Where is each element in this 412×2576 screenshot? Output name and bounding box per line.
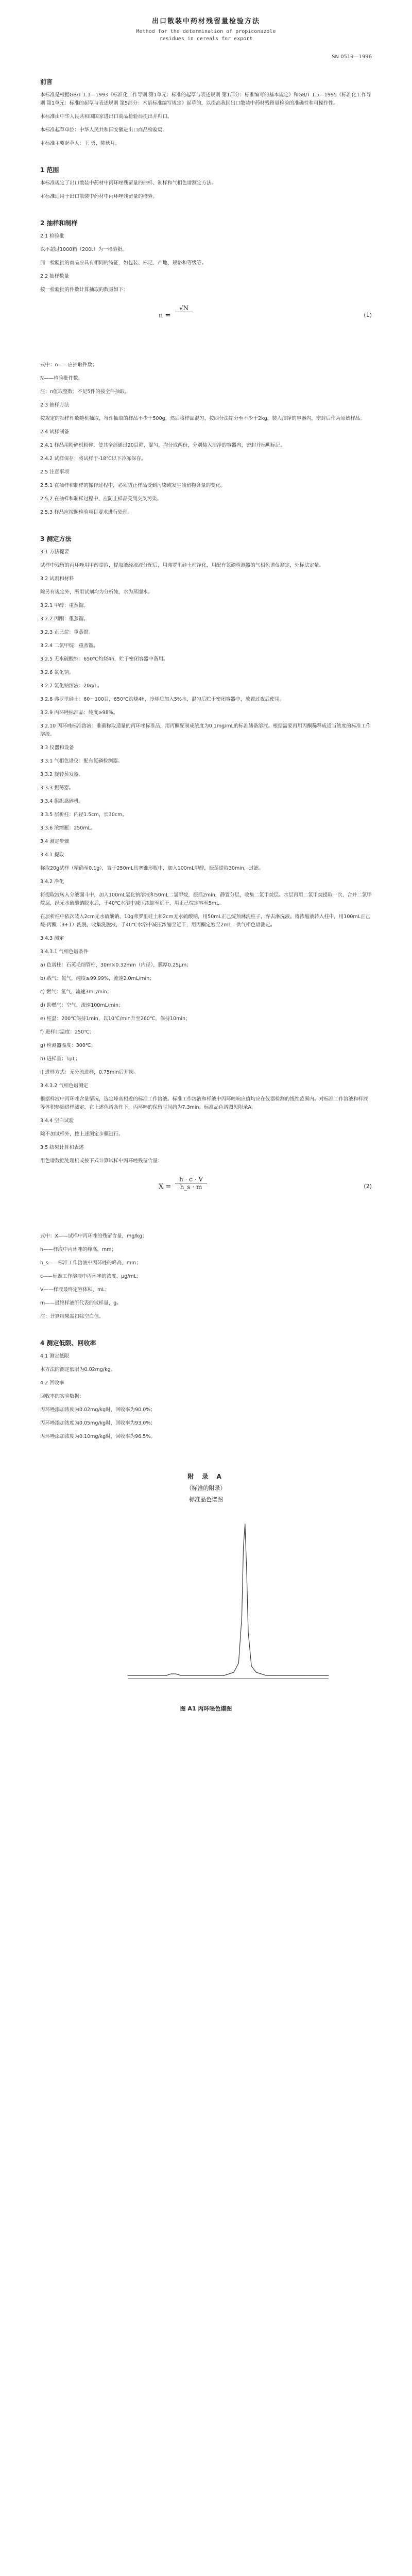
section-paragraph: V——样液最终定容体积，mL； [40,1287,110,1293]
section-paragraph: 3.4.1 提取 [40,852,64,858]
section-paragraph: d) 助燃气：空气，流速100mL/min； [40,1003,124,1008]
section-paragraph: c——标准工作溶液中丙环唑的浓度，μg/mL； [40,1274,142,1279]
section-paragraph: 3.2.6 氯化钠。 [40,670,74,675]
section-paragraph: 根据样液中丙环唑含量情况，选定峰高相近的标准工作溶液。标准工作溶液和样液中丙环唑响应值均应在仪器检测的线性范围内。对标准工作溶液和样液等体积参插进样测定，在上述色谱条件下，丙环唑的保留时间约为7.3min。标准品色谱图见附录A。 [40,1096,368,1110]
section-paragraph: 2.5.2 在抽样和制样过程中，应防止样品受到交叉污染。 [40,496,162,502]
section-paragraph: 3.3 仪器和设备 [40,745,74,751]
section-paragraph: 注：n值取整数；不足5件的按全件抽取。 [40,389,130,395]
section-paragraph: N——检验批件数。 [40,376,83,381]
formula-1 [40,304,372,346]
section-paragraph: 本标准适用于出口散装中药材中丙环唑残留量的检验。 [40,194,158,199]
section-paragraph: 本标准规定了出口散装中药材中丙环唑残留量的抽样、制样和气相色谱测定方法。 [40,180,217,186]
section-heading: 前言 [40,78,53,86]
section-heading: 3 测定方法 [40,535,72,543]
section-paragraph: 3.2.2 丙酮：重蒸馏。 [40,616,89,622]
english-title-line-1: Method for the determination of propiconazole [136,29,276,35]
section-paragraph: h_s——标准工作溶液中丙环唑的峰高，mm； [40,1260,141,1266]
section-paragraph: m——最终样液所代表的试样量，g。 [40,1300,122,1306]
section-paragraph: b) 载气：氮气，纯度≥99.99%，流速2.0mL/min； [40,976,154,981]
section-paragraph: h) 进样量：1μL； [40,1056,80,1062]
section-paragraph: 丙环唑添加浓度为0.05mg/kg时，回收率为93.0%； [40,1420,156,1426]
section-paragraph: 本标准由中华人民共和国国家进出口商品检验局提出并归口。 [40,114,173,120]
appendix-a [40,1472,372,1503]
chromatogram-trace [128,1524,329,1675]
section-paragraph: 3.4.3.1 气相色谱条件 [40,949,89,955]
section-paragraph: 3.3.5 层析柱：内径1.5cm，长30cm。 [40,812,127,818]
formula-2-number: (2) [364,1183,372,1190]
formula-2 [40,1176,372,1217]
section-paragraph: 3.2 试剂和材料 [40,576,74,582]
section-paragraph: 丙环唑添加浓度为0.10mg/kg时，回收率为96.5%。 [40,1434,156,1439]
section-paragraph: 丙环唑添加浓度为0.02mg/kg时，回收率为90.0%； [40,1407,156,1413]
section-paragraph: 2.3 抽样方法 [40,402,70,408]
appendix-label: 附 录 A [187,1473,225,1480]
section-paragraph: 3.3.6 浓缩瓶：250mL。 [40,825,96,831]
section-paragraph: 3.3.2 旋转蒸发器。 [40,772,84,777]
appendix-type: （标准的附录） [186,1485,226,1492]
formula-2-numerator: h · c · V [175,1176,207,1183]
standard-number: SN 0519—1996 [332,54,372,60]
section-paragraph: 回收率的实验数据： [40,1394,84,1399]
section-paragraph: 本标准主要起草人：王 勇、陈秋月。 [40,141,121,146]
section-paragraph: f) 进样口温度：250℃； [40,1029,95,1035]
sections-part-a [40,77,372,294]
section-paragraph: 3.3.4 组织捣碎机。 [40,799,84,804]
section-paragraph: 按规定的抽样件数随机抽取，每件抽取的样品不少于500g，然后将样品混匀，按四分法缩分至不少于2kg，装入洁净的容器内，密封后作为原始样品。 [40,416,365,421]
section-paragraph: 式中：n——应抽取件数； [40,362,97,368]
section-paragraph: 2.2 抽样数量 [40,274,70,279]
section-paragraph: i) 进样方式：无分流进样，0.75min后开阀。 [40,1070,139,1075]
section-heading: 4 测定低限、回收率 [40,1340,96,1347]
document-title: 出口散装中药材残留量检验方法 [151,18,260,25]
section-paragraph: 以不超过1000箱（200t）为一检验批。 [40,247,128,252]
formula-1-number: (1) [364,312,372,318]
section-paragraph: 2.5.3 样品应按照检验项目要求进行处理。 [40,510,133,515]
document-body [40,15,372,1713]
section-paragraph: 同一检验批的商品应具有相同的特征，如包装、标记、产地、规格和等级等。 [40,260,207,266]
formula-1-numerator: √N [175,304,193,312]
section-paragraph: 4.1 测定低限 [40,1353,70,1359]
section-heading: 1 范围 [40,166,59,174]
section-paragraph: 3.1 方法提要 [40,549,70,555]
formula-1-fraction [175,304,193,312]
section-paragraph: e) 柱温：200℃保持1min，以10℃/min升至260℃，保持10min； [40,1016,191,1022]
section-paragraph: 3.2.8 弗罗里硅土：60～100目，650℃灼烧4h，冷却后加入5%水，混匀后贮于密闭容器中，放置过夜后使用。 [40,697,285,702]
formula-2-denominator: h_s · m [180,1183,202,1191]
section-paragraph: 用色谱数据处理机或按下式计算试样中丙环唑残留含量： [40,1158,163,1164]
section-paragraph: 3.2.5 无水硫酸钠：650℃灼烧4h，贮于密闭容器中备用。 [40,656,168,662]
section-paragraph: 3.2.3 正己烷：重蒸馏。 [40,630,94,635]
formula-1-lhs: n = [159,312,171,319]
section-paragraph: 3.4.2 净化 [40,879,64,885]
section-paragraph: a) 色谱柱：石英毛细管柱，30m×0.32mm（内径），膜厚0.25μm； [40,962,192,968]
section-paragraph: 试样中残留的丙环唑用甲醇提取，提取液经液液分配后，用弗罗里硅土柱净化，用配有氮磷检测器的气相色谱仪测定，外标法定量。 [40,563,324,568]
section-paragraph: 本标准起草单位：中华人民共和国安徽进出口商品检验局。 [40,127,168,133]
section-paragraph: 在层析柱中依次装入2cm无水硫酸钠、10g弗罗里硅土和2cm无水硫酸钠，用50mL正己烷预淋洗柱子，弃去淋洗液。将浓缩液转入柱中，用100mL正己烷-丙酮（9+1）洗脱，收集洗脱液，于40℃水浴中减压浓缩至近干，用丙酮定容至2mL，供气相色谱测定。 [40,914,370,928]
appendix-title: 标准品色谱图 [189,1496,223,1503]
formula-2-lhs: X = [159,1183,171,1191]
section-paragraph: 按一检验批的件数计算抽取的数量如下： [40,287,129,293]
section-paragraph: 除不加试样外，按上述测定步骤进行。 [40,1131,124,1137]
section-paragraph: 3.4.3 测定 [40,936,64,941]
section-paragraph: 2.4.2 试样保存：将试样于-18℃以下冷冻保存。 [40,456,146,462]
section-paragraph: 式中：X——试样中丙环唑的残留含量，mg/kg； [40,1233,147,1239]
section-paragraph: 2.4.1 样品用粉碎机粉碎，使其全部通过20目筛，混匀，均分成两份，分别装入洁净的容器内，密封并标明标记。 [40,443,286,448]
section-paragraph: 3.2.9 丙环唑标准品：纯度≥98%。 [40,710,118,716]
section-paragraph: 3.5 结果计算和表述 [40,1145,84,1150]
section-paragraph: 3.3.3 振荡器。 [40,785,74,791]
section-paragraph: 称取20g试样（精确至0.1g），置于250mL具塞锥形瓶中，加入100mL甲醇，振荡提取30min，过滤。 [40,866,264,871]
section-paragraph: 将提取液转入分液漏斗中，加入100mL氯化钠溶液和50mL二氯甲烷，振摇2min，静置分层，收集二氯甲烷层。水层再用二氯甲烷提取一次，合并二氯甲烷层，经无水硫酸钠脱水后，于40℃水浴中减压浓缩至近干，用正己烷定容至5mL。 [40,892,372,906]
section-paragraph: 3.2.10 丙环唑标准溶液：准确称取适量的丙环唑标准品，用丙酮配制成浓度为0.1mg/mL的标准储备溶液。根据需要再用丙酮稀释成适当浓度的标准工作溶液。 [40,723,371,737]
sections-part-b [40,361,372,1165]
section-paragraph: 除另有规定外，所用试剂均为分析纯，水为蒸馏水。 [40,589,153,595]
formula-2-fraction [175,1176,207,1191]
section-paragraph: 2.5.1 在抽样和制样的操作过程中，必须防止样品受到污染或发生残留物含量的变化。 [40,483,226,488]
section-paragraph: 2.5 注意事项 [40,469,70,475]
section-paragraph: 3.3.1 气相色谱仪：配有氮磷检测器。 [40,758,123,764]
section-paragraph: 本标准是根据GB/T 1.1—1993《标准化工作导则 第1单元：标准的起草与表述规则 第1部分：标准编写的基本规定》和GB/T 1.5—1995《标准化工作导则 第1单元：标准的起草与表述规则 第5部分：术语标准编写规定》起草的，以提高我国出口散装中药材残留量检验的准确性和可操作性。 [40,92,371,106]
section-paragraph: 4.2 回收率 [40,1380,64,1386]
english-title-line-2: residues in cereals for export [159,36,253,42]
chromatogram-svg [40,1514,372,1699]
section-paragraph: 3.4 测定步骤 [40,839,70,844]
sections-part-c [40,1232,372,1441]
figure-caption: 图 A1 丙环唑色谱图 [180,1705,232,1712]
section-paragraph: h——样液中丙环唑的峰高，mm； [40,1247,117,1252]
section-paragraph: 3.4.3.2 气相色谱测定 [40,1083,89,1089]
section-paragraph: 3.2.4 二氯甲烷：重蒸馏。 [40,643,98,649]
section-paragraph: 2.4 试样制备 [40,429,70,435]
section-paragraph: 本方法的测定低限为0.02mg/kg。 [40,1367,116,1372]
chromatogram-chart [40,1514,372,1699]
section-paragraph: 2.1 检验批 [40,233,64,239]
section-paragraph: 注：计算结果需扣除空白值。 [40,1314,104,1319]
section-paragraph: 3.2.1 甲醇：重蒸馏。 [40,603,89,608]
section-paragraph: 3.2.7 氯化钠溶液：20g/L。 [40,683,102,689]
section-heading: 2 抽样和制样 [40,219,78,227]
section-paragraph: g) 检测器温度：300℃； [40,1043,96,1048]
section-paragraph: 3.4.4 空白试验 [40,1118,74,1124]
section-paragraph: c) 燃气：氢气，流速3mL/min； [40,989,112,995]
